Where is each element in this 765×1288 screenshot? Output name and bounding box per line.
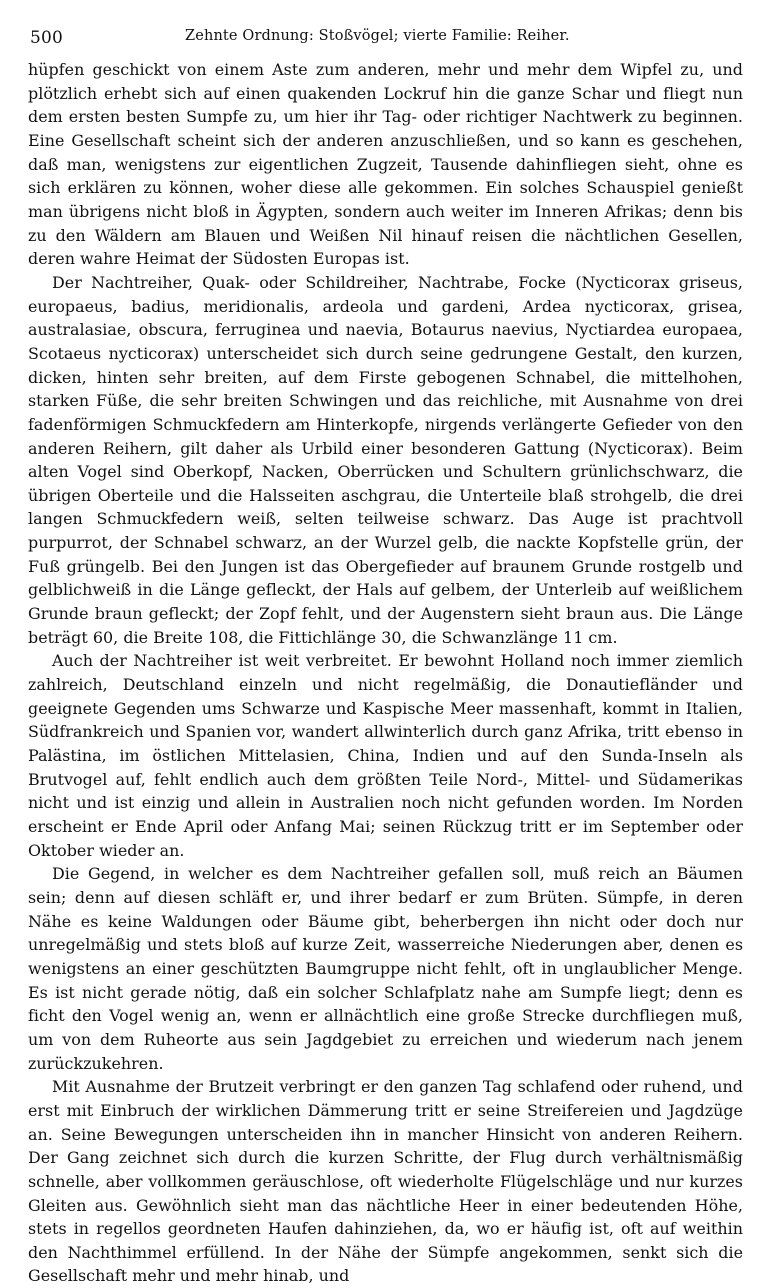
page-number: 500 (30, 28, 64, 48)
page-header (28, 18, 743, 48)
paragraph-continuation: hüpfen geschickt von einem Aste zum anderen, mehr und mehr dem Wipfel zu, und plötzlich erhebt sich auf einen quakenden Lockruf hin die ganze Schar und fliegt nun dem ersten besten Sumpfe zu, um hier ihr Tag- oder richtiger Nachtwerk zu beginnen. Eine Gesellschaft scheint sich der anderen anzuschließen, und so kann es geschehen, daß man, wenigstens zur eigentlichen Zugzeit, Tausende dahinfliegen sieht, ohne es sich erklären zu können, woher diese alle gekommen. Ein solches Schauspiel genießt man übrigens nicht bloß in Ägypten, sondern auch weiter im Inneren Afrikas; denn bis zu den Wäldern am Blauen und Weißen Nil hinauf reisen die nächtlichen Gesellen, deren wahre Heimat der Südosten Europas ist. (28, 60, 743, 269)
paragraph-behavior: Mit Ausnahme der Brutzeit verbringt er den ganzen Tag schlafend oder ruhend, und erst mit Einbruch der wirklichen Dämmerung tritt er seine Streifereien und Jagdzüge an. Seine Bewegungen unterscheiden ihn in mancher Hinsicht von anderen Reihern. Der Gang zeichnet sich durch die kurzen Schritte, der Flug durch verhältnismäßig schnelle, aber vollkommen geräuschlose, oft wiederholte Flügelschläge und nur kurzes Gleiten aus. Gewöhnlich sieht man das nächtliche Heer in einer bedeutenden Höhe, stets in regellos geordneten Haufen dahinziehen, da, wo er häufig ist, oft auf weithin den Nachthimmel erfüllend. In der Nähe der Sümpfe angekommen, senkt sich die Gesellschaft mehr und mehr hinab, und (28, 1077, 743, 1286)
paragraph-distribution: Auch der Nachtreiher ist weit verbreitet. Er bewohnt Holland noch immer ziemlich zahlreich, Deutschland einzeln und nicht regelmäßig, die Donautiefländer und geeignete Gegenden ums Schwarze und Kaspische Meer massenhaft, kommt in Italien, Südfrankreich und Spanien vor, wandert allwinterlich durch ganz Afrika, tritt ebenso in Palästina, im östlichen Mittelasien, China, Indien und auf den Sunda-Inseln als Brutvogel auf, fehlt endlich auch dem größten Teile Nord-, Mittel- und Südamerikas nicht und ist einzig und allein in Australien noch nicht gefunden worden. Im Norden erscheint er Ende April oder Anfang Mai; seinen Rückzug tritt er im September oder Oktober wieder an. (28, 651, 743, 860)
paragraph-description: Der Nachtreiher, Quak- oder Schildreiher, Nachtrabe, Focke (Nycticorax griseus, europaeus, badius, meridionalis, ardeola und gardeni, Ardea nycticorax, grisea, australasiae, obscura, ferruginea und naevia, Botaurus naevius, Nyctiardea europaea, Scotaeus nycticorax) unterscheidet sich durch seine gedrungene Gestalt, den kurzen, dicken, hinten sehr breiten, auf dem Firste gebogenen Schnabel, die mittelhohen, starken Füße, die sehr breiten Schwingen und das reichliche, mit Ausnahme von drei fadenförmigen Schmuckfedern am Hinterkopfe, nirgends verlängerte Gefieder von den anderen Reihern, gilt daher als Urbild einer besonderen Gattung (Nycticorax). Beim alten Vogel sind Oberkopf, Nacken, Oberrücken und Schultern grünlichschwarz, die übrigen Oberteile und die Halsseiten aschgrau, die Unterteile blaß strohgelb, die drei langen Schmuckfedern weiß, selten teilweise schwarz. Das Auge ist prachtvoll purpurrot, der Schnabel schwarz, an der Wurzel gelb, die nackte Kopfstelle grün, der Fuß grüngelb. Bei den Jungen ist das Obergefieder auf braunem Grunde rostgelb und gelblichweiß in die Länge gefleckt, der Hals auf gelbem, der Unterleib auf weißlichem Grunde braun gefleckt; der Zopf fehlt, und der Augenstern sieht braun aus. Die Länge beträgt 60, die Breite 108, die Fittichlänge 30, die Schwanzlänge 11 cm. (28, 272, 743, 647)
body-text (28, 58, 743, 1288)
book-page (28, 18, 743, 1286)
running-head: Zehnte Ordnung: Stoßvögel; vierte Familie: Reiher. (185, 28, 570, 44)
paragraph-habitat: Die Gegend, in welcher es dem Nachtreiher gefallen soll, muß reich an Bäumen sein; denn auf diesen schläft er, und ihrer bedarf er zum Brüten. Sümpfe, in deren Nähe es keine Waldungen oder Bäume gibt, beherbergen ihn nicht oder doch nur unregelmäßig und stets bloß auf kurze Zeit, wasserreiche Niederungen aber, denen es wenigstens an einer geschützten Baumgruppe nicht fehlt, oft in unglaublicher Menge. Es ist nicht gerade nötig, daß ein solcher Schlafplatz nahe am Sumpfe liegt; denn es ficht den Vogel wenig an, wenn er allnächtlich eine große Strecke durchfliegen muß, um von dem Ruheorte aus sein Jagdgebiet zu erreichen und wiederum nach jenem zurückzukehren. (28, 864, 743, 1073)
